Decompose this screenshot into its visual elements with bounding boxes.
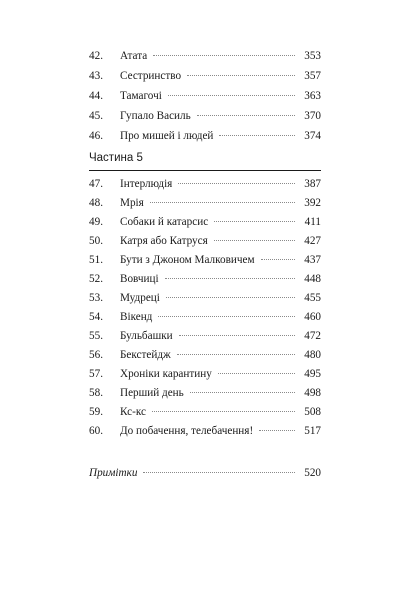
dot-leader bbox=[168, 95, 295, 96]
toc-entry[interactable] bbox=[89, 86, 321, 106]
toc-entry-notes[interactable] bbox=[89, 463, 321, 483]
entry-number: 47. bbox=[89, 178, 103, 190]
dot-leader bbox=[166, 297, 295, 298]
toc-entry[interactable] bbox=[89, 421, 321, 441]
entry-title: Мудреці bbox=[120, 292, 160, 304]
entry-page: 392 bbox=[304, 197, 321, 209]
entry-title: Бульбашки bbox=[120, 330, 173, 342]
dot-leader bbox=[150, 202, 295, 203]
entry-page: 517 bbox=[304, 425, 321, 437]
entry-page: 455 bbox=[304, 292, 321, 304]
entry-title: Собаки й катарсис bbox=[120, 216, 209, 228]
entry-page: 520 bbox=[304, 467, 321, 479]
entry-title: Інтерлюдія bbox=[120, 178, 173, 190]
dot-leader bbox=[179, 335, 295, 336]
entry-page: 387 bbox=[304, 178, 321, 190]
entry-title: Кс-кс bbox=[120, 406, 146, 418]
entry-number: 48. bbox=[89, 197, 103, 209]
entry-number: 57. bbox=[89, 368, 103, 380]
toc-entry[interactable] bbox=[89, 402, 321, 422]
entry-number: 42. bbox=[89, 50, 103, 62]
entry-title: Бекстейдж bbox=[120, 349, 171, 361]
toc-entry[interactable] bbox=[89, 174, 321, 194]
part-divider bbox=[89, 170, 321, 171]
entry-number: 53. bbox=[89, 292, 103, 304]
dot-leader bbox=[178, 183, 295, 184]
entry-number: 50. bbox=[89, 235, 103, 247]
entry-page: 437 bbox=[304, 254, 321, 266]
entry-title: Вовчиці bbox=[120, 273, 159, 285]
entry-page: 411 bbox=[304, 216, 321, 228]
toc-entry[interactable] bbox=[89, 66, 321, 86]
entry-page: 427 bbox=[304, 235, 321, 247]
toc-entry[interactable] bbox=[89, 250, 321, 270]
toc-entry[interactable] bbox=[89, 288, 321, 308]
dot-leader bbox=[158, 316, 295, 317]
toc-entry[interactable] bbox=[89, 212, 321, 232]
entry-number: 59. bbox=[89, 406, 103, 418]
entry-title: Перший день bbox=[120, 387, 184, 399]
entry-title: Примітки bbox=[89, 467, 138, 479]
dot-leader bbox=[165, 278, 295, 279]
entry-title: Атата bbox=[120, 50, 148, 62]
entry-number: 52. bbox=[89, 273, 103, 285]
entry-title: Мрія bbox=[120, 197, 144, 209]
toc-entry[interactable] bbox=[89, 126, 321, 146]
entry-title: Бути з Джоном Малковичем bbox=[120, 254, 255, 266]
dot-leader bbox=[143, 472, 295, 473]
entry-number: 51. bbox=[89, 254, 103, 266]
toc-entry[interactable] bbox=[89, 383, 321, 403]
part-heading: Частина 5 bbox=[89, 152, 143, 164]
dot-leader bbox=[214, 221, 295, 222]
dot-leader bbox=[153, 55, 295, 56]
entry-page: 363 bbox=[304, 90, 321, 102]
entry-page: 353 bbox=[304, 50, 321, 62]
toc-entry[interactable] bbox=[89, 345, 321, 365]
dot-leader bbox=[197, 115, 295, 116]
entry-title: Тамагочі bbox=[120, 90, 162, 102]
entry-title: Хроніки карантину bbox=[120, 368, 212, 380]
entry-page: 374 bbox=[304, 130, 321, 142]
entry-title: До побачення, телебачення! bbox=[120, 425, 254, 437]
entry-page: 472 bbox=[304, 330, 321, 342]
entry-page: 480 bbox=[304, 349, 321, 361]
toc-entry[interactable] bbox=[89, 106, 321, 126]
dot-leader bbox=[219, 135, 295, 136]
dot-leader bbox=[190, 392, 295, 393]
entry-page: 357 bbox=[304, 70, 321, 82]
dot-leader bbox=[214, 240, 295, 241]
entry-title: Сестринство bbox=[120, 70, 182, 82]
entry-page: 498 bbox=[304, 387, 321, 399]
dot-leader bbox=[177, 354, 295, 355]
toc-entry[interactable] bbox=[89, 231, 321, 251]
dot-leader bbox=[261, 259, 295, 260]
entry-number: 45. bbox=[89, 110, 103, 122]
entry-number: 54. bbox=[89, 311, 103, 323]
entry-title: Гупало Василь bbox=[120, 110, 191, 122]
entry-number: 58. bbox=[89, 387, 103, 399]
toc-entry[interactable] bbox=[89, 364, 321, 384]
toc-entry[interactable] bbox=[89, 307, 321, 327]
dot-leader bbox=[259, 430, 295, 431]
toc-entry[interactable] bbox=[89, 326, 321, 346]
toc-entry[interactable] bbox=[89, 46, 321, 66]
entry-number: 56. bbox=[89, 349, 103, 361]
entry-number: 49. bbox=[89, 216, 103, 228]
entry-page: 370 bbox=[304, 110, 321, 122]
entry-number: 44. bbox=[89, 90, 103, 102]
entry-page: 495 bbox=[304, 368, 321, 380]
entry-page: 460 bbox=[304, 311, 321, 323]
dot-leader bbox=[218, 373, 295, 374]
toc-entry[interactable] bbox=[89, 269, 321, 289]
toc-entry[interactable] bbox=[89, 193, 321, 213]
entry-number: 46. bbox=[89, 130, 103, 142]
dot-leader bbox=[187, 75, 295, 76]
entry-title: Катря або Катруся bbox=[120, 235, 208, 247]
dot-leader bbox=[152, 411, 295, 412]
entry-title: Вікенд bbox=[120, 311, 153, 323]
entry-page: 508 bbox=[304, 406, 321, 418]
entry-title: Про мишей і людей bbox=[120, 130, 214, 142]
entry-page: 448 bbox=[304, 273, 321, 285]
entry-number: 43. bbox=[89, 70, 103, 82]
entry-number: 55. bbox=[89, 330, 103, 342]
entry-number: 60. bbox=[89, 425, 103, 437]
